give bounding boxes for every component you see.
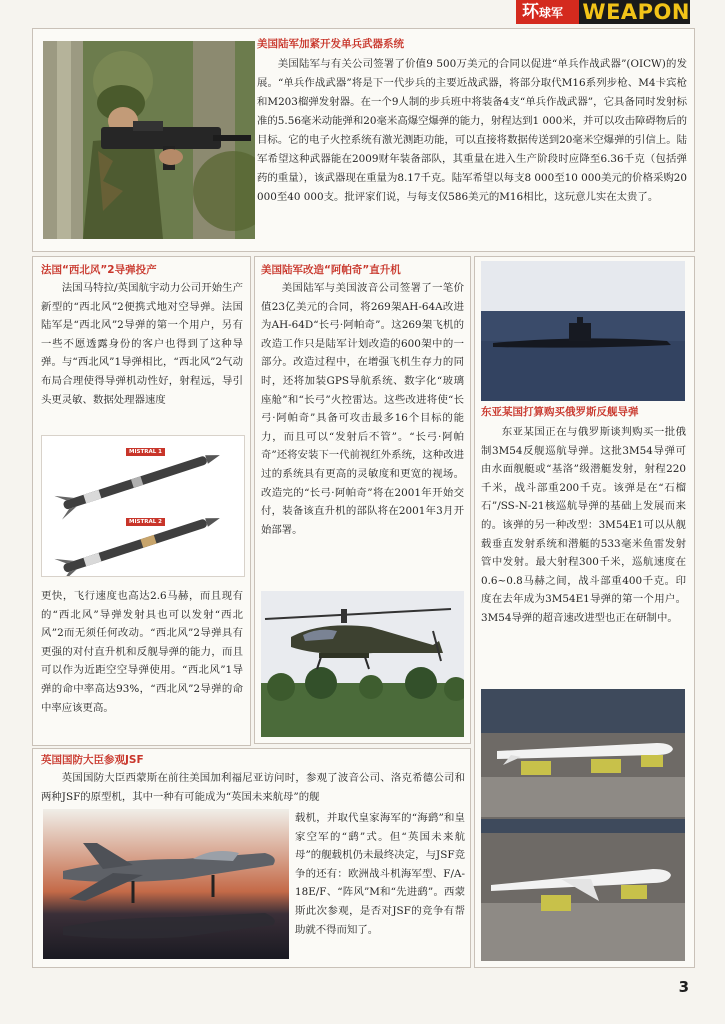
article-body-oicw: 美国陆军与有关公司签署了价值9 500万美元的合同以促进“单兵作战武器”(OICW)的发展。“单兵作战武器”将是下一代步兵的主要近战武器，将部分取代M16系列步枪、M4卡宾枪和M203榴弹发射器。在一个9人制的步兵班中将装备4支“单兵作战武器”，它具备同时发射标准的5.56毫米动能弹和20毫米高爆空爆弹的能力，射程达到1 000米，并可以攻击障碍物后的目标。它的电子火控系统有激光测距功能，可以直接将数据传送到20毫米空爆弹的引信上。陆军希望这种武器能在2009财年装备部队，其重量在进入生产阶段时应降至6.36千克（包括弹药的重量），该武器现在重量为8.17千克。陆军希望以每支8 000至10 000美元的价格采购20 000至40 000支。批评家们说，与每支仅586美元的M16相比，这玩意儿实在太贵了。 [257, 58, 687, 203]
soldier-photo [43, 41, 255, 239]
article-title-oicw: 美国陆军加紧开发单兵武器系统 [257, 38, 404, 50]
article-body-apache-wrap [261, 279, 464, 585]
article-title-sizzler: 东亚某国打算购买俄罗斯反舰导弹 [481, 406, 639, 418]
article-body-jsf-b: 载机，并取代皇家海军的“海鹞”和皇家空军的“鹞”式。但“英国未来航母”的舰载机仍未最终决定，与JSF竞争的还有：欧洲战斗机海军型、F/A-18E/F、“阵风”M和“先进鹞”。西蒙斯此次参观，是否对JSF的竞争有帮助就不得而知了。 [295, 812, 465, 936]
article-jsf [32, 748, 471, 968]
article-body-jsf-a-wrap [41, 769, 465, 809]
missile-illustration [41, 435, 245, 577]
missile-label-2: MISTRAL 2 [126, 518, 165, 526]
missile-hangar-photo [481, 689, 685, 961]
article-body-mistral-a: 法国马特拉/英国航宇动力公司开始生产新型的“西北风”2便携式地对空导弹。法国陆军是“西北风”2导弹的第一个用户，另有一些不愿透露身份的客户也得到了这种导弹。与“西北风”1导弹相比，“西北风”2气动布局合理使得导弹机动性好，射程远，导引头更灵敏、数据处理器速度 [41, 282, 243, 406]
soldier-image [43, 41, 255, 239]
3m54-missiles-image [481, 689, 685, 961]
article-title-jsf: 英国国防大臣参观JSF [41, 754, 144, 766]
article-title-mistral: 法国“西北风”2导弹投产 [41, 264, 157, 276]
submarine-photo [481, 261, 685, 401]
jsf-photo [43, 809, 289, 959]
missile-label-1: MISTRAL 1 [126, 448, 165, 456]
article-sizzler [474, 256, 695, 968]
article-body-oicw-wrap [257, 55, 687, 247]
apache-photo [261, 591, 464, 737]
submarine-image [481, 261, 685, 401]
page-number: 3 [678, 978, 689, 996]
article-body-mistral-b-wrap [41, 587, 243, 739]
article-body-apache: 美国陆军与美国波音公司签署了一笔价值23亿美元的合同，将269架AH-64A改进为AH-64D“长弓·阿帕奇”。这269架飞机的改造工作只是陆军计划改造的600架中的一部分。改造过程中，在增强飞机生存力的同时，还将加装GPS导航系统、数字化“玻璃座舱”和“长弓”火控雷达。这些改进将使“长弓·阿帕奇”具备可攻击最多16个目标的能力，而且可以“发射后不管”。“长弓·阿帕奇”还将安装下一代前视红外系统，这种改进过的系统具有更高的灵敏度和更宽的视场。改造完的“长弓·阿帕奇”将在2001年开始交付，装备该直升机的部队将在2001年3月开始部署。 [261, 282, 464, 536]
article-body-sizzler-wrap [481, 423, 686, 685]
article-apache [254, 256, 471, 744]
magazine-header [516, 0, 690, 24]
article-mistral [32, 256, 251, 746]
article-body-jsf-a: 英国国防大臣西蒙斯在前往美国加利福尼亚访问时，参观了波音公司、洛克希德公司和两种JSF的原型机，其中一种有可能成为“英国未来航母”的舰 [41, 772, 465, 803]
article-body-mistral-a-wrap [41, 279, 243, 429]
article-body-sizzler: 东亚某国正在与俄罗斯谈判购买一批俄制3M54反舰巡航导弹。这批3M54导弹可由水面舰艇或“基洛”级潜艇发射，射程220千米，战斗部重200千克。该弹是在“石榴石”/SS-N-21核巡航导弹的基础上发展而来的。该弹的另一种改型：3M54E1可以从舰载垂直发射系统和潜艇的533毫米鱼雷发射管中发射。最大射程300千米，巡航速度在0.6~0.8马赫之间，战斗部重400千克。印度在去年成为3M54E1导弹的第一个用户。3M54导弹的超音速改进型也正在研制中。 [481, 426, 686, 624]
article-body-mistral-b: 更快，飞行速度也高达2.6马赫，而且现有的“西北风”导弹发射具也可以发射“西北风”2而无须任何改动。“西北风”2导弹具有更强的对付直升机和反舰导弹的能力，而且可以作为近距空空导弹使用。“西北风”1导弹的命中率高达93%，“西北风”2导弹的命中率应该更高。 [41, 590, 243, 714]
jsf-aircraft-image [43, 809, 289, 959]
mistral-missiles-image [42, 436, 244, 576]
magazine-cn-name: 环球军 [516, 0, 579, 24]
article-title-apache: 美国陆军改造“阿帕奇”直升机 [261, 264, 401, 276]
magazine-en-name: WEAPON [582, 0, 690, 24]
apache-helicopter-image [261, 591, 464, 737]
article-oicw [32, 28, 695, 252]
article-body-jsf-b-wrap [295, 809, 465, 959]
